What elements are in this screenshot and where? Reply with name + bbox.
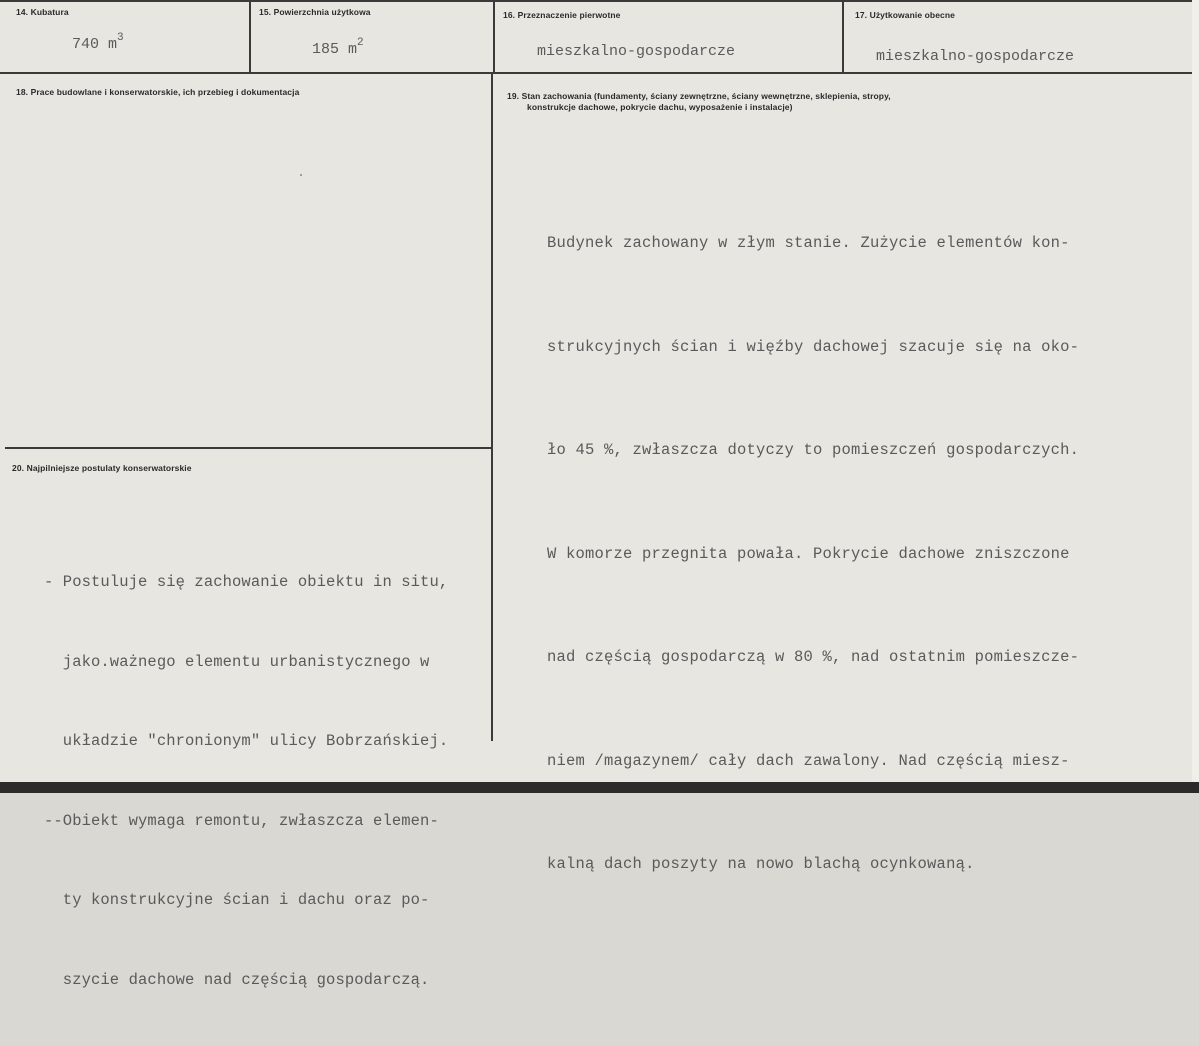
top-rule — [0, 0, 1192, 2]
field-14-label: 14. Kubatura — [16, 7, 69, 17]
condition-line: niem /magazynem/ cały dach zawalony. Nad częścią miesz- — [547, 751, 1070, 770]
condition-line: Budynek zachowany w złym stanie. Zużycie elementów kon- — [547, 234, 1070, 252]
condition-line: W komorze przegnita powała. Pokrycie dachowe zniszczone — [547, 544, 1070, 563]
condition-line: nad częścią gospodarczą w 80 %, nad ostatnim pomieszcze- — [547, 648, 1080, 666]
row18-bottom-rule — [5, 447, 491, 449]
divider-main — [491, 74, 493, 741]
postulates-text — [44, 516, 448, 1046]
divider-14-15 — [249, 0, 251, 72]
field-20-label: 20. Najpilniejsze postulaty konserwatorskie — [12, 463, 192, 473]
field-15-label: 15. Powierzchnia użytkowa — [259, 7, 371, 17]
field-18-label: 18. Prace budowlane i konserwatorskie, ich przebieg i dokumentacja — [16, 87, 300, 97]
scan-bottom-band — [0, 782, 1199, 793]
postulate-line: szycie dachowe nad częścią gospodarczą. — [44, 970, 430, 989]
field-16-value: mieszkalno-gospodarcze — [537, 43, 736, 60]
divider-15-16 — [493, 0, 495, 72]
row1-bottom-rule — [0, 72, 1192, 74]
field-16-label: 16. Przeznaczenie pierwotne — [503, 10, 621, 20]
condition-line: kalną dach poszyty na nowo blachą ocynkowaną. — [547, 855, 975, 873]
field-17-value: mieszkalno-gospodarcze — [876, 48, 1075, 65]
scan-edge — [1192, 0, 1199, 782]
postulate-line: jako.ważnego elementu urbanistycznego w — [44, 652, 430, 671]
ink-speck — [300, 174, 302, 176]
divider-16-17 — [842, 0, 844, 72]
condition-line: ło 45 %, zwłaszcza dotyczy to pomieszczeń gospodarczych. — [547, 441, 1080, 459]
postulate-line: ty konstrukcyjne ścian i dachu oraz po- — [44, 891, 430, 909]
condition-text — [547, 157, 1079, 951]
field-15-value: 185 $m^2$ — [312, 37, 364, 58]
postulate-line: układzie "chronionym" ulicy Bobrzańskiej. — [44, 732, 449, 750]
field-19-label-line2: konstrukcje dachowe, pokrycie dachu, wyposażenie i instalacje) — [527, 102, 793, 112]
field-17-label: 17. Użytkowanie obecne — [855, 10, 955, 20]
postulate-line: --Obiekt wymaga remontu, zwłaszcza elemen- — [44, 811, 439, 830]
condition-line: strukcyjnych ścian i więźby dachowej szacuje się na oko- — [547, 337, 1080, 356]
postulate-line: - Postuluje się zachowanie obiektu in situ, — [44, 573, 449, 591]
field-14-value: 740 $m^3$ — [72, 32, 124, 53]
field-19-label-line1: 19. Stan zachowania (fundamenty, ściany zewnętrzne, ściany wewnętrzne, sklepienia, stropy, — [507, 91, 891, 101]
